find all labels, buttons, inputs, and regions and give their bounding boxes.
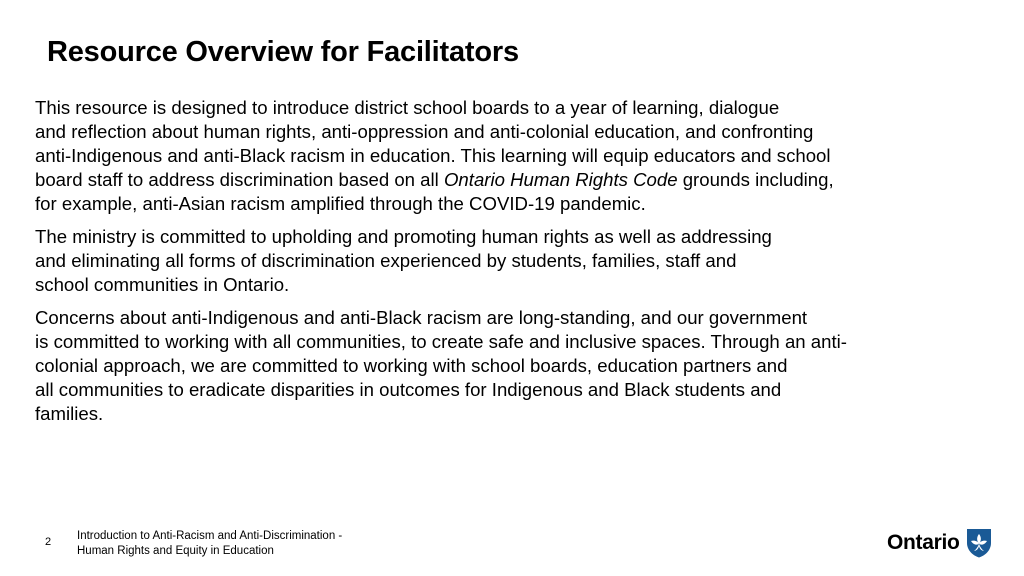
paragraph-2-line-2: and eliminating all forms of discrimination experienced by students, families, staff and [35, 250, 737, 271]
paragraph-1-line-4 [35, 168, 995, 192]
paragraph-3-line-4: all communities to eradicate disparities in outcomes for Indigenous and Black students and [35, 379, 782, 400]
trillium-icon [966, 528, 992, 558]
paragraph-1-line-5: for example, anti-Asian racism amplified through the COVID-19 pandemic. [35, 193, 646, 214]
paragraph-2-line-3: school communities in Ontario. [35, 274, 290, 295]
page-number: 2 [45, 536, 52, 548]
paragraph-3-line-2: is committed to working with all communities, to create safe and inclusive spaces. Through an anti- [35, 331, 847, 352]
paragraph-1-line-4-after: grounds including, [677, 169, 834, 190]
paragraph-ministry-commitment [35, 225, 995, 297]
paragraph-1-line-4-before: board staff to address discrimination based on all [35, 169, 444, 190]
paragraph-3-line-3: colonial approach, we are committed to working with school boards, education partners and [35, 355, 788, 376]
footer-caption [77, 529, 342, 559]
human-rights-code-emphasis: Ontario Human Rights Code [443, 169, 678, 190]
paragraph-3-line-1: Concerns about anti-Indigenous and anti-Black racism are long-standing, and our government [35, 307, 808, 328]
paragraph-3-line-5: families. [35, 403, 104, 424]
body-text [35, 96, 995, 435]
paragraph-1-line-2: and reflection about human rights, anti-oppression and anti-colonial education, and confronting [35, 121, 814, 142]
ontario-wordmark: Ontario [887, 531, 960, 554]
paragraph-2-line-1: The ministry is committed to upholding and promoting human rights as well as addressing [35, 226, 772, 247]
footer-caption-line-2: Human Rights and Equity in Education [77, 545, 274, 557]
paragraph-government-concerns [35, 306, 995, 426]
paragraph-1-line-3: anti-Indigenous and anti-Black racism in education. This learning will equip educators and school [35, 145, 831, 166]
slide-title: Resource Overview for Facilitators [47, 36, 519, 68]
ontario-logo [887, 526, 992, 560]
paragraph-resource-intro [35, 96, 995, 216]
paragraph-1-line-1: This resource is designed to introduce district school boards to a year of learning, dialogue [35, 97, 780, 118]
footer-caption-line-1: Introduction to Anti-Racism and Anti-Discrimination - [77, 530, 343, 542]
